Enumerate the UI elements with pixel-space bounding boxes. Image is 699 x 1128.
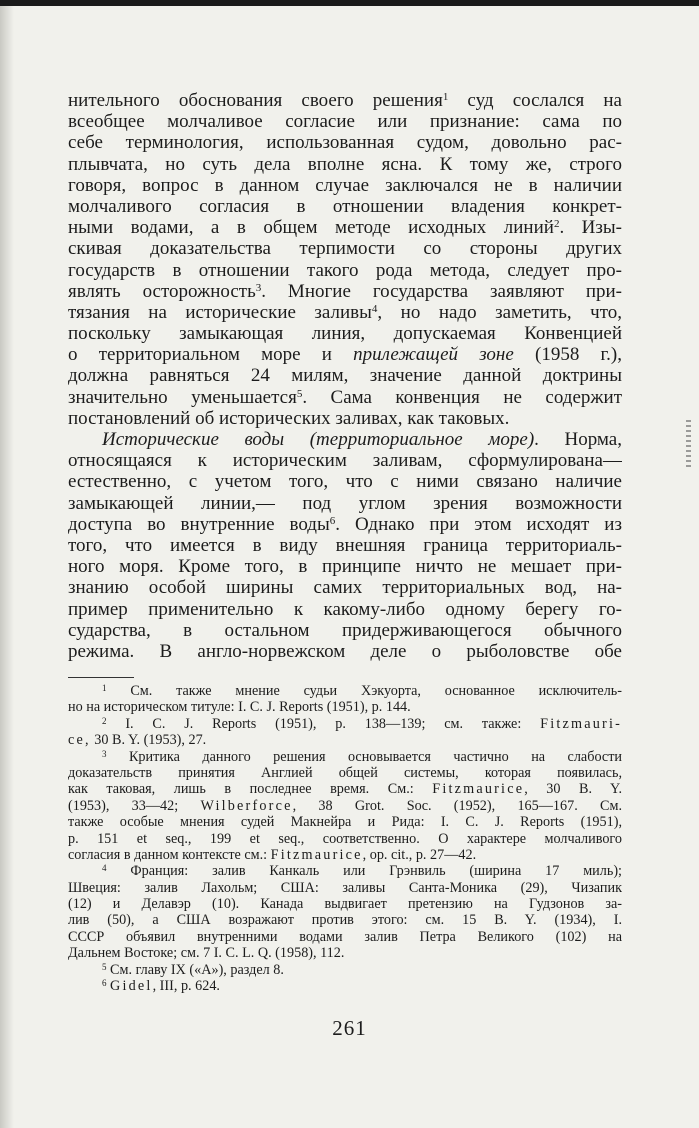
footnote-5: $^5$ См. главу IX («A»), раздел 8. [102,961,284,978]
text-line: относящаяся к историческим заливам, сформулирована— [68,450,622,472]
footnote-divider [68,677,134,678]
text-line: должна равняться 24 милям, значение данной доктрины [68,365,622,387]
text-line: естественно, с учетом того, что с ними связано наличие [68,471,622,493]
footnote-1: но на историческом титуле: I. C. J. Reports (1951), p. 144. [68,699,411,716]
text-line: государств в отношении такого рода метода, следует про- [68,259,622,281]
page-number: 261 [332,1016,367,1040]
scan-artifact [686,420,691,468]
text-line: постановлений об исторических заливах, как таковых. [68,407,510,429]
text-line: поскольку замыкающая линия, допускаемая Конвенцией [68,323,622,345]
footnote-3: $^3$ Критика данного решения основывается частично на слабости [102,748,622,765]
text-line: всеобщее молчаливое согласие или признание: сама по [68,111,622,133]
text-line: знанию особой ширины самих территориальных вод, на- [68,577,622,599]
text-line: себе терминология, использованная судом, довольно рас- [68,132,622,154]
text-line: ного моря. Кроме того, в принципе ничто не мешает при- [68,556,622,578]
text-line: о территориальном море и прилежащей зоне (1958 г.), [68,344,622,366]
text-line: того, что имеется в виду внешняя граница территориаль- [68,534,622,556]
footnote-4: Швеция: залив Лахольм; США: заливы Санта-Моника (29), Чизапик [68,879,622,896]
text-line: пример применительно к какому-либо одному берегу го- [68,598,622,620]
text-line: молчаливого согласия в отношении владения конкрет- [68,195,622,217]
text-line: скивая доказательства терпимости со стороны других [68,238,622,260]
footnote-6: $^6$ Gidel, III, p. 624. [102,978,220,995]
footnote-4: $^4$ Франция: залив Канкаль или Грэнвиль (ширина 17 миль); [102,863,622,880]
footnote-2: ce, 30 B. Y. (1953), 27. [68,732,207,749]
footnote-4: СССР объявил внутренними водами залив Петра Великого (102) на [68,928,622,945]
footnote-3: доказательств принятия Англией общей системы, которая появилась, [68,764,622,781]
text-line: нительного обоснования своего решения$^1$ суд сослался на [68,90,622,111]
page-gutter-shadow [0,6,14,1128]
text-line: режима. В англо-норвежском деле о рыболовстве обе [68,640,622,662]
footnote-1: $^1$ См. также мнение судьи Хэкуорта, основанное исключитель- [102,683,622,699]
footnote-3: (1953), 33—42; Wilberforce, 38 Grot. Soc. (1952), 165—167. См. [68,797,622,814]
footnote-4: Дальнем Востоке; см. 7 I. C. L. Q. (1958), 112. [68,945,345,962]
scan-edge [0,0,699,6]
main-text [68,90,622,662]
text-line: ными водами, а в общем методе исходных линий$^2$. Изы- [68,217,622,239]
section-heading: Исторические воды (территориальное море) [102,429,535,450]
footnotes [68,683,622,994]
footnote-2: $^2$ I. C. J. Reports (1951), p. 138—139; см. также: Fitzmauri- [102,715,622,732]
footnote-3: как таковая, лишь в последнее время. См.: Fitzmaurice, 30 B. Y. [68,781,622,798]
text-line: доступа во внутренние воды$^6$. Однако при этом исходят из [68,513,622,535]
text-line: являть осторожность$^3$. Многие государства заявляют при- [68,280,622,302]
text-line: плывчата, но суть дела вполне ясна. К тому же, строго [68,153,622,175]
footnote-3: согласия в данном контексте см.: Fitzmaurice, op. cit., p. 27—42. [68,846,477,863]
text-line: говоря, вопрос в данном случае заключался не в наличии [68,174,622,196]
text-line: замыкающей линии,— под углом зрения возможности [68,492,622,514]
footnote-4: (12) и Делавэр (10). Канада выдвигает претензию на Гудзонов за- [68,896,622,913]
text-line: значительно уменьшается$^5$. Сама конвенция не содержит [68,386,622,408]
footnote-3: p. 151 et seq., 199 et seq., соответственно. О характере молчаливого [68,830,622,847]
footnote-3: также особые мнения судей Макнейра и Рида: I. C. J. Reports (1951), [68,814,622,831]
footnote-4: лив (50), а США возражают против этого: см. 15 B. Y. (1934), I. [68,912,622,929]
text-line: сударства, в остальном придерживающегося обычного [68,619,622,641]
section-heading-line: Исторические воды (территориальное море). Норма, [102,429,622,450]
text-line: тязания на исторические заливы$^4$, но надо заметить, что, [68,301,622,323]
